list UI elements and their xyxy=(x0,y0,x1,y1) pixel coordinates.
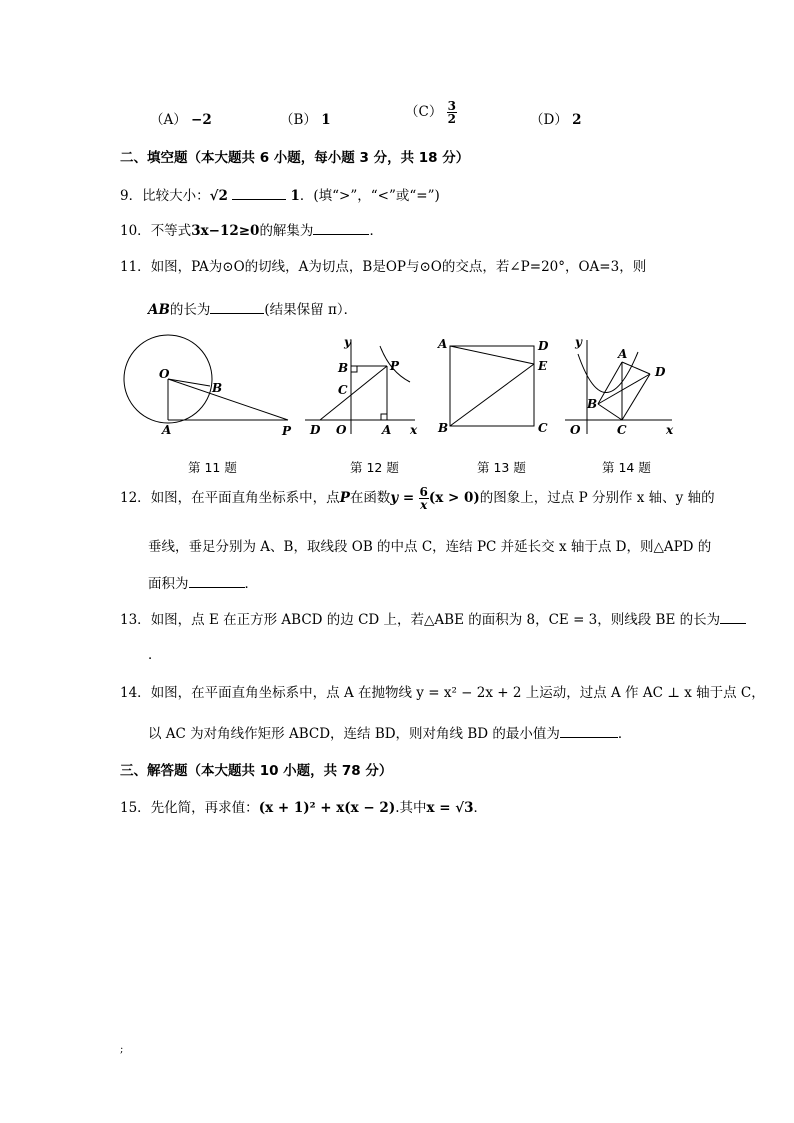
fig12-label-y: y xyxy=(344,335,351,349)
choice-b xyxy=(280,108,331,128)
fig14-label-x: x xyxy=(666,423,674,437)
figure-11 xyxy=(124,335,292,438)
q13-text1: 如图，点 E 在正方形 ABCD 的边 CD 上，若△ABE 的面积为 8，CE = 3，则线段 BE 的长为 xyxy=(150,612,721,628)
q12-func-numerator: 6 xyxy=(419,485,428,499)
question-13-line2 xyxy=(148,643,162,663)
fig12-label-O: O xyxy=(336,423,347,437)
q9-answer-blank[interactable] xyxy=(232,185,286,200)
fig11-label-B: B xyxy=(212,381,223,395)
q12-text1c: 的图象上，过点 P 分别作 x 轴、y 轴的 xyxy=(479,490,715,506)
q12-end: ． xyxy=(244,576,258,592)
question-10 xyxy=(120,219,383,239)
fig14-label-y: y xyxy=(575,335,582,349)
choice-d xyxy=(530,108,582,128)
q11-number: 11． xyxy=(120,259,151,275)
footer-mark: ; xyxy=(120,1044,124,1055)
q12-text3: 面积为 xyxy=(148,576,189,592)
fig14-label-D: D xyxy=(655,365,666,379)
q11-text2b: (结果保留 π）． xyxy=(264,302,358,318)
fig13-label-A: A xyxy=(438,337,448,351)
choice-a-label: （A） xyxy=(150,112,187,128)
q9-suffix: ．(填“>”，“<”或“=”) xyxy=(299,188,440,204)
figure-14 xyxy=(565,335,674,437)
q12-text1a: 如图，在平面直角坐标系中，点 xyxy=(150,490,340,506)
fig14-label-O: O xyxy=(570,423,581,437)
question-14-line2 xyxy=(148,722,631,742)
fig12-label-D: D xyxy=(310,423,321,437)
fig13-label-C: C xyxy=(538,421,548,435)
q10-suffix: 的解集为 xyxy=(259,223,314,239)
fig12-label-A: A xyxy=(382,423,392,437)
q15-mid: .其中 xyxy=(395,800,427,816)
fig12-label-C: C xyxy=(338,383,348,397)
fig12-label-x: x xyxy=(410,423,418,437)
fig13-label-E: E xyxy=(538,359,548,373)
q12-point-p: P xyxy=(339,490,350,506)
q10-answer-blank[interactable] xyxy=(313,220,369,235)
caption-fig11: 第 11 题 xyxy=(188,460,237,475)
q15-number: 15． xyxy=(120,800,151,816)
q14-number: 14． xyxy=(120,685,151,701)
q15-end: ． xyxy=(473,800,488,816)
choice-c xyxy=(405,100,457,125)
q10-end: ． xyxy=(369,223,383,239)
fig14-label-B: B xyxy=(587,397,598,411)
q14-text1: 如图，在平面直角坐标系中，点 A 在抛物线 y = x² − 2x + 2 上运动，过点 A 作 AC ⊥ x 轴于点 C， xyxy=(150,685,765,701)
q13-answer-blank[interactable] xyxy=(720,609,746,624)
q13-text2: ． xyxy=(148,647,162,663)
question-11-line2 xyxy=(148,298,357,318)
q14-end: ． xyxy=(617,726,632,742)
q12-text1b: 在函数 xyxy=(349,490,391,506)
q15-prefix: 先化简，再求值： xyxy=(150,800,259,816)
fig13-label-B: B xyxy=(438,421,449,435)
caption-fig13: 第 13 题 xyxy=(477,460,526,475)
fig12-label-B: B xyxy=(338,361,349,375)
fig11-label-P: P xyxy=(282,424,292,438)
choice-c-label: （C） xyxy=(405,104,443,120)
figures xyxy=(110,332,690,442)
section3-title: 三、解答题（本大题共 10 小题，共 78 分） xyxy=(120,763,393,779)
q14-answer-blank[interactable] xyxy=(560,723,618,738)
fig11-label-O: O xyxy=(159,367,170,381)
q10-inequality: 3x−12≥0 xyxy=(191,223,260,239)
q11-text2a: 的长为 xyxy=(169,302,211,318)
q12-func-y: y = xyxy=(390,490,415,506)
question-14-line1 xyxy=(120,681,765,701)
fig12-label-P: P xyxy=(390,359,400,373)
fig14-label-A: A xyxy=(618,347,628,361)
q10-prefix: 不等式 xyxy=(150,223,192,239)
question-11-line1 xyxy=(120,255,646,275)
question-12-line1 xyxy=(120,486,715,511)
q12-func-condition: (x > 0) xyxy=(428,490,480,506)
fig11-label-A: A xyxy=(162,423,172,437)
choice-a-value: −2 xyxy=(191,112,212,128)
q12-func-fraction xyxy=(419,486,429,511)
choice-d-value: 2 xyxy=(572,112,582,128)
q15-expression: (x + 1)² + x(x − 2) xyxy=(258,800,396,816)
q11-arc: AB xyxy=(148,302,170,318)
q10-number: 10． xyxy=(120,223,151,239)
q12-number: 12． xyxy=(120,490,151,506)
choice-c-fraction xyxy=(447,100,457,125)
choice-d-label: （D） xyxy=(530,112,568,128)
q14-text2: 以 AC 为对角线作矩形 ABCD，连结 BD，则对角线 BD 的最小值为 xyxy=(148,726,560,742)
caption-fig14: 第 14 题 xyxy=(602,460,651,475)
figure-12 xyxy=(305,335,418,437)
q9-value: 1 xyxy=(290,188,300,204)
q12-answer-blank[interactable] xyxy=(189,573,245,588)
choice-b-value: 1 xyxy=(321,112,331,128)
q11-answer-blank[interactable] xyxy=(210,299,264,314)
q12-func-denominator: x xyxy=(420,498,428,512)
question-12-line2 xyxy=(148,535,711,555)
choice-a xyxy=(150,108,212,128)
q9-radical: √2 xyxy=(209,188,228,204)
question-15 xyxy=(120,796,487,816)
choice-c-numerator: 3 xyxy=(447,99,456,113)
fig14-label-C: C xyxy=(617,423,627,437)
q9-number: 9． xyxy=(120,188,143,204)
q12-text2: 垂线，垂足分别为 A、B，取线段 OB 的中点 C，连结 PC 并延长交 x 轴于点 D，则△APD 的 xyxy=(148,539,712,555)
question-13-line1 xyxy=(120,608,746,628)
q15-value: x = √3 xyxy=(426,800,474,816)
question-9 xyxy=(120,184,440,204)
section2-title: 二、填空题（本大题共 6 小题，每小题 3 分，共 18 分） xyxy=(120,150,470,166)
q13-number: 13． xyxy=(120,612,151,628)
caption-fig12: 第 12 题 xyxy=(350,460,399,475)
figure-13 xyxy=(437,337,549,435)
q11-text: 如图，PA为⊙O的切线，A为切点，B是OP与⊙O的交点，若∠P=20°，OA=3，则 xyxy=(150,259,647,275)
fig13-label-D: D xyxy=(538,339,549,353)
q9-prefix: 比较大小： xyxy=(142,188,210,204)
question-12-line3 xyxy=(148,572,258,592)
choice-b-label: （B） xyxy=(280,112,317,128)
choice-c-denominator: 2 xyxy=(447,112,456,126)
